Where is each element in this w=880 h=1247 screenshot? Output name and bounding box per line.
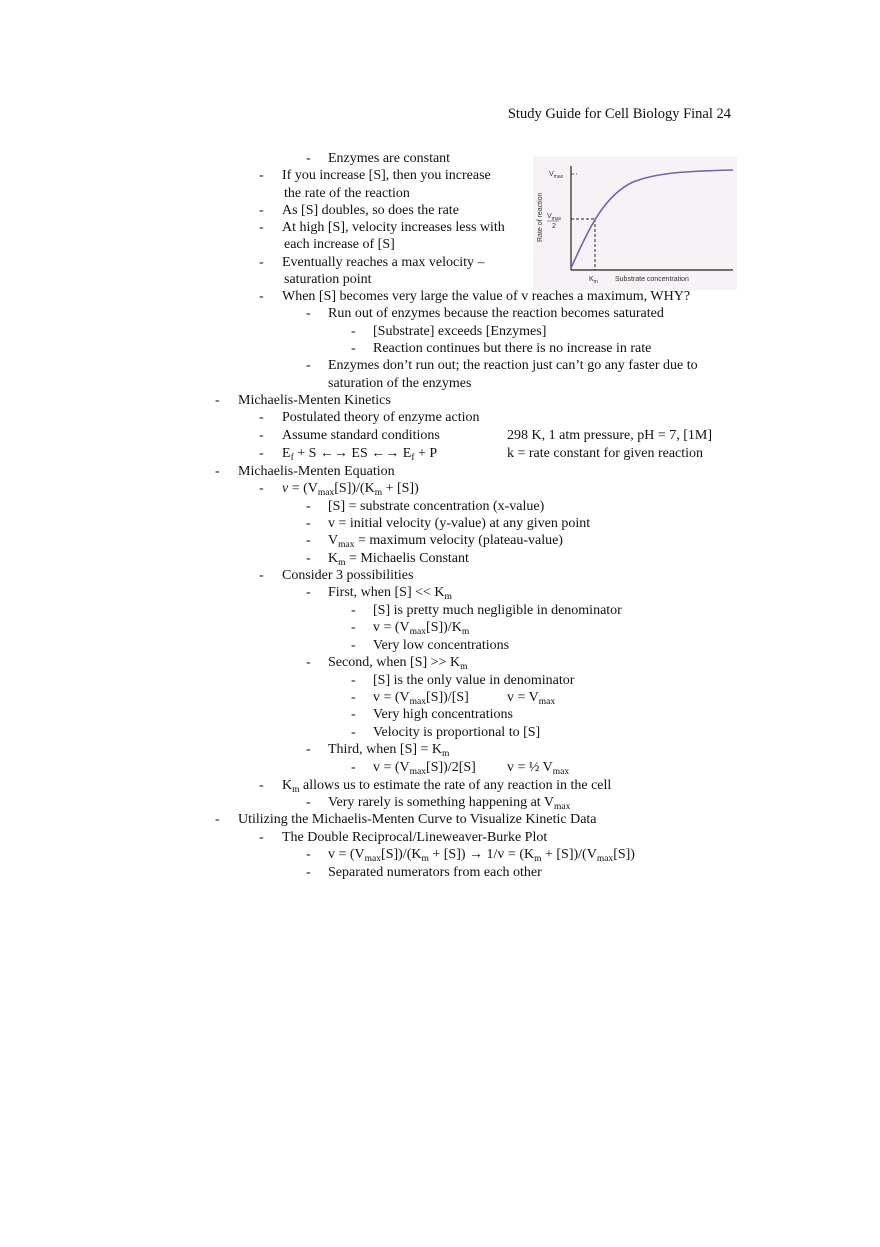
- line-text: [328, 864, 542, 881]
- bullet-dash: -: [306, 865, 311, 880]
- line-right-text: [507, 689, 555, 708]
- text-fragment: [S])/2[S]: [426, 760, 476, 775]
- bullet-dash: -: [351, 638, 356, 653]
- text-fragment: m: [292, 785, 300, 795]
- line-text: [373, 672, 574, 689]
- text-fragment: v = initial velocity (y-value) at any given point: [328, 516, 591, 531]
- text-fragment: + [S])/(V: [541, 847, 597, 862]
- text-fragment: max: [596, 854, 614, 864]
- line-text: [373, 706, 513, 723]
- saturation-curve: [571, 170, 733, 268]
- line-text: [282, 427, 440, 444]
- text-fragment: m: [442, 749, 450, 759]
- text-fragment: Enzymes are constant: [328, 151, 451, 166]
- text-fragment: Very low concentrations: [373, 638, 510, 653]
- text-fragment: v = (V: [373, 760, 410, 775]
- text-fragment: Reaction continues but there is no increase in rate: [373, 341, 652, 356]
- bullet-dash: -: [351, 707, 356, 722]
- bullet-dash: -: [306, 151, 311, 166]
- text-fragment: m: [534, 854, 542, 864]
- text-fragment: K: [328, 551, 339, 566]
- text-fragment: max: [552, 767, 570, 777]
- bullet-dash: -: [259, 168, 264, 183]
- text-fragment: Postulated theory of enzyme action: [282, 410, 480, 425]
- line-text: [238, 811, 597, 828]
- half-vmax-denominator: 2: [552, 223, 556, 230]
- line-text: [282, 409, 480, 426]
- line-text: [328, 584, 452, 603]
- line-text: [282, 202, 459, 219]
- text-fragment: + [S]) → 1/v = (K: [428, 847, 535, 862]
- text-fragment: + P: [414, 446, 438, 461]
- line-text: [328, 498, 544, 515]
- text-fragment: Separated numerators from each other: [328, 865, 542, 880]
- line-text: [373, 619, 469, 638]
- line-text: [282, 167, 491, 184]
- bullet-dash: -: [259, 289, 264, 304]
- line-right-text: 298 K, 1 atm pressure, pH = 7, [1M]: [507, 428, 713, 443]
- text-fragment: saturation of the enzymes: [328, 376, 472, 391]
- line-text: [328, 357, 698, 374]
- bullet-dash: -: [306, 358, 311, 373]
- line-text: [373, 724, 540, 741]
- page-header: Study Guide for Cell Biology Final 24: [507, 106, 731, 122]
- text-fragment: Michaelis-Menten Kinetics: [238, 393, 391, 408]
- bullet-dash: -: [306, 499, 311, 514]
- text-fragment: Velocity is proportional to [S]: [373, 725, 541, 740]
- line-right-text: [507, 759, 569, 778]
- text-fragment: m: [460, 662, 468, 672]
- text-fragment: As [S] doubles, so does the rate: [282, 203, 459, 218]
- text-fragment: [S])/(K: [334, 481, 375, 496]
- text-fragment: Very high concentrations: [373, 707, 513, 722]
- bullet-dash: -: [259, 830, 264, 845]
- line-text: [328, 515, 590, 532]
- bullet-dash: -: [306, 847, 311, 862]
- michaelis-menten-figure: [533, 156, 737, 290]
- line-text: [282, 288, 690, 305]
- text-fragment: [S])/(K: [381, 847, 422, 862]
- text-fragment: max: [409, 627, 427, 637]
- bullet-dash: -: [215, 464, 220, 479]
- line-text: [373, 340, 651, 357]
- line-text: [238, 392, 391, 409]
- text-fragment: [S])/[S]: [426, 690, 469, 705]
- line-right-text: k = rate constant for given reaction: [507, 446, 704, 461]
- text-fragment: Utilizing the Michaelis-Menten Curve to Visualize Kinetic Data: [238, 812, 597, 827]
- line-text: [373, 759, 476, 778]
- line-text: [328, 741, 449, 760]
- text-fragment: max: [364, 854, 382, 864]
- text-fragment: v = V: [507, 690, 539, 705]
- text-fragment: f: [411, 453, 415, 463]
- text-fragment: f: [290, 453, 294, 463]
- bullet-dash: -: [351, 760, 356, 775]
- bullet-dash: -: [306, 585, 311, 600]
- bullet-dash: -: [351, 603, 356, 618]
- line-text: [284, 236, 395, 253]
- bullet-dash: -: [215, 812, 220, 827]
- bullet-dash: -: [259, 203, 264, 218]
- km-label: $K_m$: [589, 276, 598, 285]
- text-fragment: v = ½ V: [507, 760, 553, 775]
- text-fragment: max: [409, 767, 427, 777]
- text-fragment: Second, when [S] >> K: [328, 655, 461, 670]
- line-text: [282, 219, 505, 236]
- bullet-dash: -: [306, 742, 311, 757]
- text-fragment: Eventually reaches a max velocity –: [282, 255, 485, 270]
- bullet-dash: -: [306, 795, 311, 810]
- half-vmax-label: $V_{max}$: [547, 213, 562, 222]
- bullet-dash: -: [215, 393, 220, 408]
- text-fragment: max: [554, 802, 571, 812]
- text-fragment: + S ←→ ES ←→ E: [293, 446, 412, 461]
- line-text: [284, 271, 372, 288]
- text-fragment: Enzymes don’t run out; the reaction just can’t go any faster due to: [328, 358, 698, 373]
- text-fragment: max: [317, 488, 335, 498]
- bullet-dash: -: [259, 568, 264, 583]
- text-fragment: v = (V: [373, 690, 410, 705]
- text-fragment: the rate of the reaction: [284, 186, 410, 201]
- text-fragment: Assume standard conditions: [282, 428, 440, 443]
- line-text: [328, 305, 664, 322]
- x-axis-label: Substrate concentration: [615, 276, 689, 283]
- text-fragment: max: [409, 697, 427, 707]
- text-fragment: saturation point: [284, 272, 372, 287]
- text-fragment: K: [282, 778, 293, 793]
- text-fragment: Michaelis-Menten Equation: [238, 464, 395, 479]
- text-fragment: v: [282, 481, 289, 496]
- text-fragment: At high [S], velocity increases less with: [282, 220, 505, 235]
- line-text: [282, 480, 419, 499]
- line-text: [282, 567, 413, 584]
- saturation-curve-graph: [533, 156, 737, 290]
- text-fragment: v = (V: [373, 620, 410, 635]
- text-fragment: [S])/K: [426, 620, 462, 635]
- text-fragment: m: [461, 627, 470, 637]
- text-fragment: [S] = substrate concentration (x-value): [328, 499, 545, 514]
- text-fragment: [S]): [613, 847, 635, 862]
- text-fragment: Very rarely is something happening at V: [328, 795, 555, 810]
- text-fragment: E: [282, 446, 291, 461]
- line-text: [328, 532, 563, 551]
- line-text: [282, 445, 437, 464]
- bullet-dash: -: [259, 428, 264, 443]
- line-text: [284, 185, 410, 202]
- bullet-dash: -: [351, 324, 356, 339]
- bullet-dash: -: [259, 446, 264, 461]
- text-fragment: [S] is the only value in denominator: [373, 673, 575, 688]
- text-fragment: When [S] becomes very large the value of v reaches a maximum, WHY?: [282, 289, 691, 304]
- text-fragment: V: [328, 533, 339, 548]
- text-fragment: [S] is pretty much negligible in denominator: [373, 603, 622, 618]
- bullet-dash: -: [351, 725, 356, 740]
- bullet-dash: -: [306, 306, 311, 321]
- text-fragment: m: [421, 854, 429, 864]
- text-fragment: [Substrate] exceeds [Enzymes]: [373, 324, 547, 339]
- line-text: [373, 637, 509, 654]
- text-fragment: If you increase [S], then you increase: [282, 168, 491, 183]
- vmax-label: $V_{max}$: [549, 171, 564, 180]
- text-fragment: Consider 3 possibilities: [282, 568, 414, 583]
- bullet-dash: -: [351, 341, 356, 356]
- bullet-dash: -: [259, 410, 264, 425]
- bullet-dash: -: [306, 551, 311, 566]
- text-fragment: Third, when [S] = K: [328, 742, 443, 757]
- bullet-dash: -: [259, 778, 264, 793]
- text-fragment: = (V: [288, 481, 318, 496]
- text-fragment: m: [338, 558, 346, 568]
- text-fragment: The Double Reciprocal/Lineweaver-Burke Plot: [282, 830, 548, 845]
- text-fragment: First, when [S] << K: [328, 585, 445, 600]
- line-text: [328, 375, 471, 392]
- line-text: [373, 323, 546, 340]
- text-fragment: = maximum velocity (plateau-value): [354, 533, 563, 548]
- bullet-dash: -: [351, 673, 356, 688]
- bullet-dash: -: [259, 255, 264, 270]
- text-fragment: Run out of enzymes because the reaction becomes saturated: [328, 306, 664, 321]
- line-text: [328, 846, 635, 865]
- text-fragment: each increase of [S]: [284, 237, 395, 252]
- text-fragment: m: [374, 488, 383, 498]
- text-fragment: + [S]): [382, 481, 419, 496]
- line-text: [282, 829, 547, 846]
- bullet-dash: -: [259, 481, 264, 496]
- text-fragment: = Michaelis Constant: [345, 551, 469, 566]
- text-fragment: v = (V: [328, 847, 365, 862]
- bullet-dash: -: [306, 516, 311, 531]
- text-fragment: max: [338, 540, 355, 550]
- text-fragment: max: [538, 697, 556, 707]
- line-text: [328, 150, 450, 167]
- line-text: [328, 654, 467, 673]
- bullet-dash: -: [306, 533, 311, 548]
- bullet-dash: -: [351, 690, 356, 705]
- bullet-dash: -: [259, 220, 264, 235]
- bullet-dash: -: [306, 655, 311, 670]
- bullet-dash: -: [351, 620, 356, 635]
- line-text: [238, 463, 395, 480]
- y-axis-label: Rate of reaction: [537, 192, 544, 242]
- line-text: [282, 254, 485, 271]
- line-text: [373, 602, 622, 619]
- text-fragment: m: [444, 592, 452, 602]
- text-fragment: allows us to estimate the rate of any reaction in the cell: [299, 778, 612, 793]
